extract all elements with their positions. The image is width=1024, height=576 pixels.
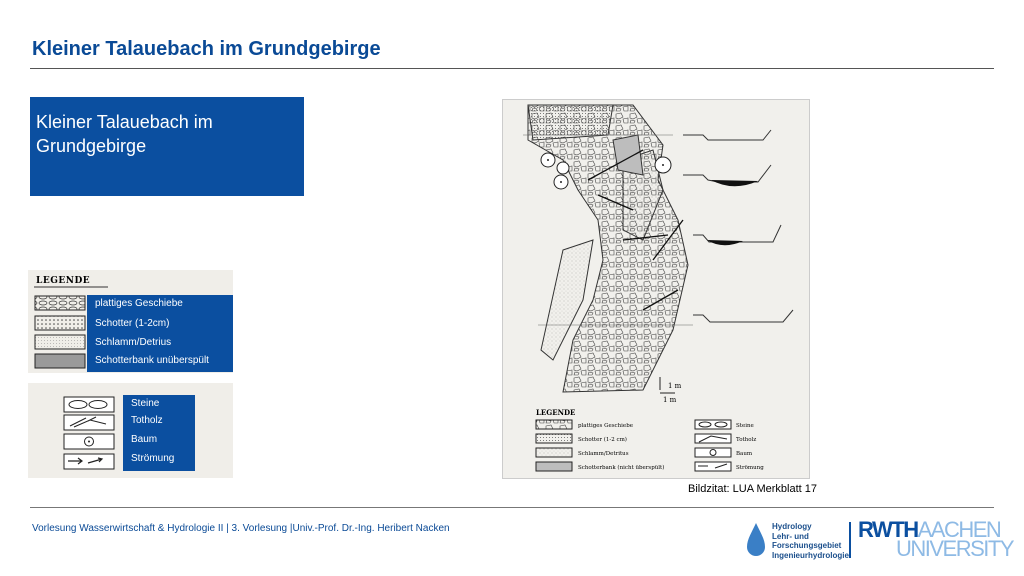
legend-item-plattiges: plattiges Geschiebe xyxy=(95,298,183,309)
rwth-text: RWTH xyxy=(858,517,918,542)
footer-text: Vorlesung Wasserwirtschaft & Hydrologie II | 3. Vorlesung |Univ.-Prof. Dr.-Ing. Heribert Nacken xyxy=(32,523,450,534)
figure-legend-r0: Steine xyxy=(736,423,754,429)
legend-title: LEGENDE xyxy=(36,276,91,286)
legend-item-totholz: Totholz xyxy=(131,415,163,426)
topic-box: Kleiner Talauebach im Grundgebirge xyxy=(30,97,304,196)
aachen-text: AACHEN xyxy=(917,517,1001,542)
legend-item-baum: Baum xyxy=(131,434,158,445)
figure-caption: Bildzitat: LUA Merkblatt 17 xyxy=(688,483,818,495)
slide-title: Kleiner Talauebach im Grundgebirge xyxy=(32,38,381,60)
scale-label-v: 1 m xyxy=(668,382,682,390)
legend-item-steine: Steine xyxy=(131,398,160,409)
figure-legend-r1: Totholz xyxy=(736,437,757,443)
swatch-schotterbank xyxy=(35,354,85,368)
legend-scan-top xyxy=(28,270,233,373)
title-divider xyxy=(30,68,994,69)
footer-divider xyxy=(30,507,994,508)
figure-legend-l1: Schotter (1-2 cm) xyxy=(578,437,627,443)
legend-bottom-list xyxy=(123,395,195,471)
rwth-logo xyxy=(858,517,1014,561)
legend-scan-bottom xyxy=(28,383,233,478)
swatch-schotter xyxy=(35,316,85,330)
stream-map-figure xyxy=(502,99,810,479)
hydro-line-3: Forschungsgebiet xyxy=(772,541,842,550)
hydro-line-4: Ingenieurhydrologie xyxy=(772,550,849,560)
hydro-line-1: Hydrology xyxy=(772,522,812,531)
figure-legend-l0: plattiges Geschiebe xyxy=(578,423,633,429)
legend-item-stroemung: Strömung xyxy=(131,453,175,464)
logo-separator xyxy=(849,522,851,558)
stream-map-drawing xyxy=(503,100,809,478)
hydro-line-2: Lehr- und xyxy=(772,531,809,541)
legend-top-list xyxy=(87,295,233,372)
figure-legend-l2: Schlamm/Detritus xyxy=(578,451,629,457)
swatch-schlamm xyxy=(35,335,85,349)
figure-legend-title: LEGENDE xyxy=(536,408,576,417)
water-drop-icon xyxy=(746,522,766,558)
figure-legend-l3: Schotterbank (nicht überspült) xyxy=(578,465,665,471)
hydrology-logo-text xyxy=(772,522,849,560)
legend-item-schlamm: Schlamm/Detrius xyxy=(95,337,172,348)
figure-legend-r2: Baum xyxy=(736,451,753,457)
hydrology-logo xyxy=(746,520,849,564)
legend-item-schotterbank: Schotterbank unüberspült xyxy=(95,355,209,366)
figure-legend-r3: Strömung xyxy=(736,465,764,471)
legend-item-schotter: Schotter (1-2cm) xyxy=(95,318,170,329)
rwth-logo-line2: UNIVERSITY xyxy=(896,536,1014,561)
swatch-plattiges xyxy=(35,296,85,310)
scale-label-h: 1 m xyxy=(663,396,677,404)
